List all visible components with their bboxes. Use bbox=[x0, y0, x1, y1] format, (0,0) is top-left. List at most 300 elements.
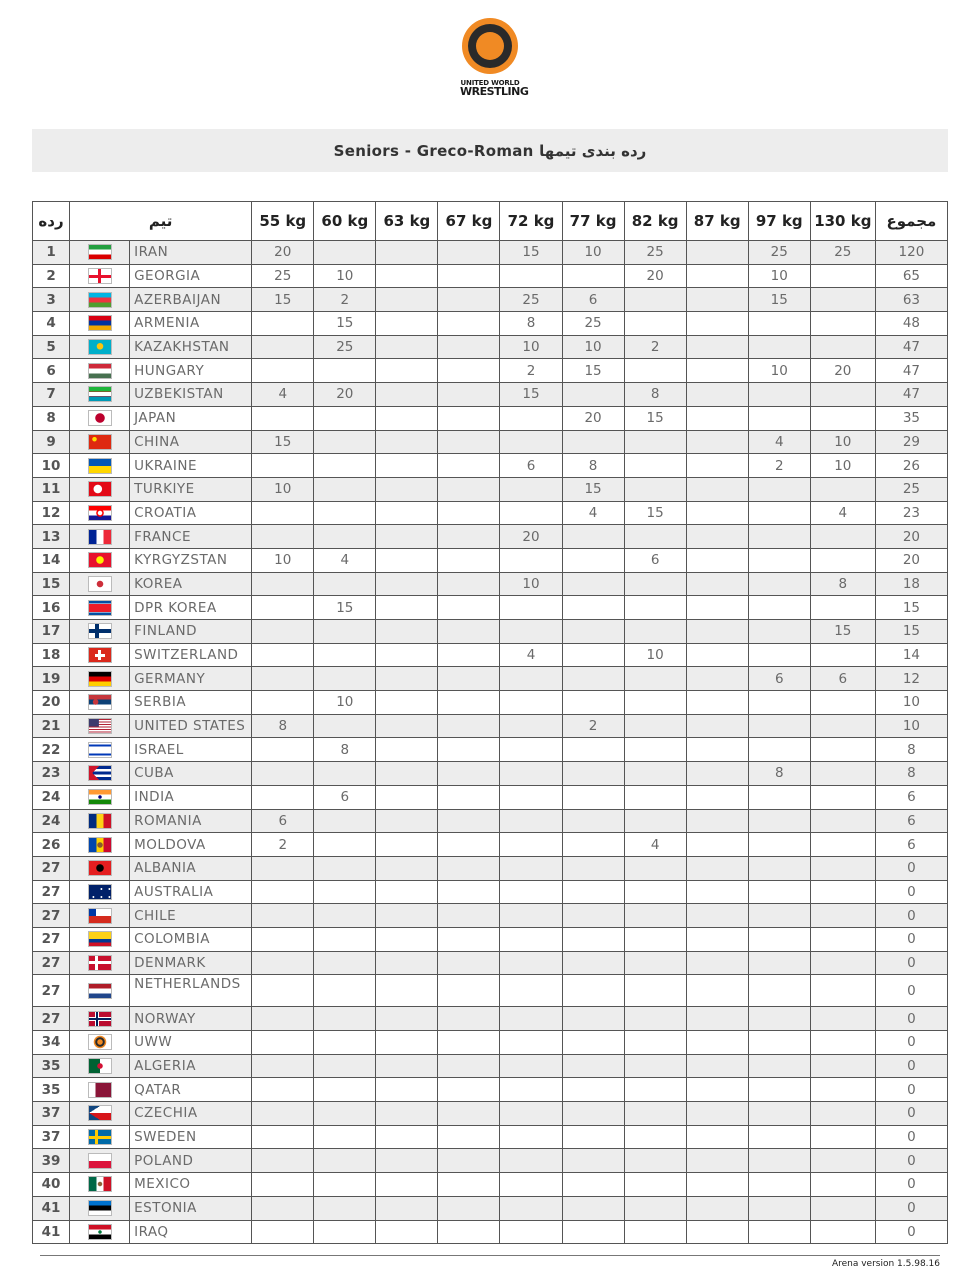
score-cell bbox=[438, 1078, 500, 1102]
israel-flag-icon bbox=[88, 742, 112, 758]
score-cell bbox=[438, 525, 500, 549]
score-cell bbox=[624, 1054, 686, 1078]
score-cell bbox=[500, 1220, 562, 1244]
estonia-flag-icon bbox=[88, 1200, 112, 1216]
score-cell bbox=[686, 288, 748, 312]
header-weight: 87 kg bbox=[686, 202, 748, 241]
score-cell bbox=[624, 738, 686, 762]
score-cell bbox=[748, 548, 810, 572]
score-cell bbox=[376, 312, 438, 336]
score-cell bbox=[810, 904, 875, 928]
score-cell bbox=[562, 738, 624, 762]
score-cell bbox=[562, 691, 624, 715]
score-cell bbox=[748, 738, 810, 762]
team-ranking-table bbox=[32, 201, 948, 1244]
score-cell bbox=[376, 406, 438, 430]
total-cell: 0 bbox=[875, 1102, 947, 1126]
score-cell bbox=[500, 1078, 562, 1102]
rank-cell: 26 bbox=[33, 833, 70, 857]
score-cell: 2 bbox=[252, 833, 314, 857]
score-cell: 15 bbox=[314, 596, 376, 620]
table-row bbox=[33, 1149, 948, 1173]
score-cell bbox=[624, 1196, 686, 1220]
total-cell: 15 bbox=[875, 620, 947, 644]
score-cell bbox=[624, 1007, 686, 1031]
score-cell bbox=[438, 477, 500, 501]
team-name: INDIA bbox=[130, 785, 252, 809]
score-cell bbox=[500, 1054, 562, 1078]
score-cell bbox=[562, 643, 624, 667]
score-cell: 10 bbox=[624, 643, 686, 667]
score-cell bbox=[748, 1054, 810, 1078]
azerbaijan-flag-icon bbox=[88, 292, 112, 308]
header-weight: 55 kg bbox=[252, 202, 314, 241]
score-cell bbox=[438, 288, 500, 312]
score-cell bbox=[810, 1149, 875, 1173]
total-cell: 14 bbox=[875, 643, 947, 667]
score-cell bbox=[500, 762, 562, 786]
score-cell bbox=[686, 1007, 748, 1031]
cuba-flag-icon bbox=[88, 765, 112, 781]
total-cell: 12 bbox=[875, 667, 947, 691]
total-cell: 0 bbox=[875, 904, 947, 928]
footer-divider bbox=[40, 1255, 940, 1256]
table-row bbox=[33, 264, 948, 288]
score-cell bbox=[748, 1173, 810, 1197]
score-cell bbox=[686, 667, 748, 691]
score-cell bbox=[438, 1149, 500, 1173]
score-cell bbox=[438, 1054, 500, 1078]
india-flag-icon bbox=[88, 789, 112, 805]
total-cell: 0 bbox=[875, 975, 947, 1007]
score-cell bbox=[810, 335, 875, 359]
flag-cell bbox=[70, 525, 130, 549]
score-cell bbox=[376, 809, 438, 833]
score-cell bbox=[500, 856, 562, 880]
total-cell: 0 bbox=[875, 1196, 947, 1220]
total-cell: 65 bbox=[875, 264, 947, 288]
score-cell bbox=[748, 620, 810, 644]
score-cell bbox=[562, 620, 624, 644]
score-cell bbox=[624, 1220, 686, 1244]
header-weight: 72 kg bbox=[500, 202, 562, 241]
table-row bbox=[33, 691, 948, 715]
table-row bbox=[33, 833, 948, 857]
score-cell bbox=[686, 406, 748, 430]
score-cell bbox=[438, 454, 500, 478]
score-cell bbox=[438, 975, 500, 1007]
score-cell bbox=[376, 383, 438, 407]
header-weight: 130 kg bbox=[810, 202, 875, 241]
flag-cell bbox=[70, 975, 130, 1007]
score-cell bbox=[376, 288, 438, 312]
total-cell: 0 bbox=[875, 856, 947, 880]
score-cell: 4 bbox=[562, 501, 624, 525]
score-cell bbox=[562, 525, 624, 549]
score-cell: 25 bbox=[810, 241, 875, 265]
score-cell bbox=[624, 1149, 686, 1173]
score-cell: 10 bbox=[748, 264, 810, 288]
rank-cell: 17 bbox=[33, 620, 70, 644]
total-cell: 0 bbox=[875, 1220, 947, 1244]
table-row bbox=[33, 572, 948, 596]
score-cell bbox=[748, 833, 810, 857]
score-cell bbox=[376, 430, 438, 454]
score-cell bbox=[686, 383, 748, 407]
header-team: تیم bbox=[70, 202, 252, 241]
score-cell: 10 bbox=[810, 430, 875, 454]
score-cell bbox=[686, 430, 748, 454]
score-cell bbox=[562, 596, 624, 620]
table-row bbox=[33, 904, 948, 928]
score-cell bbox=[624, 620, 686, 644]
score-cell bbox=[500, 1173, 562, 1197]
rank-cell: 27 bbox=[33, 975, 70, 1007]
rank-cell: 2 bbox=[33, 264, 70, 288]
flag-cell bbox=[70, 951, 130, 975]
score-cell bbox=[500, 430, 562, 454]
score-cell bbox=[810, 738, 875, 762]
score-cell bbox=[438, 241, 500, 265]
team-name: POLAND bbox=[130, 1149, 252, 1173]
total-cell: 20 bbox=[875, 548, 947, 572]
score-cell bbox=[314, 1007, 376, 1031]
team-name: ARMENIA bbox=[130, 312, 252, 336]
flag-cell bbox=[70, 714, 130, 738]
netherlands-flag-icon bbox=[88, 983, 112, 999]
score-cell bbox=[686, 691, 748, 715]
header-weight: 60 kg bbox=[314, 202, 376, 241]
score-cell bbox=[252, 856, 314, 880]
score-cell bbox=[624, 359, 686, 383]
score-cell bbox=[376, 548, 438, 572]
score-cell bbox=[562, 548, 624, 572]
score-cell bbox=[438, 833, 500, 857]
rank-cell: 37 bbox=[33, 1102, 70, 1126]
score-cell bbox=[686, 596, 748, 620]
score-cell bbox=[376, 1220, 438, 1244]
team-name: FINLAND bbox=[130, 620, 252, 644]
score-cell bbox=[376, 359, 438, 383]
rank-cell: 6 bbox=[33, 359, 70, 383]
score-cell bbox=[562, 904, 624, 928]
score-cell bbox=[438, 714, 500, 738]
score-cell bbox=[810, 548, 875, 572]
score-cell bbox=[438, 501, 500, 525]
score-cell bbox=[686, 335, 748, 359]
team-name: GERMANY bbox=[130, 667, 252, 691]
score-cell bbox=[748, 643, 810, 667]
score-cell bbox=[562, 264, 624, 288]
score-cell bbox=[314, 525, 376, 549]
score-cell bbox=[686, 856, 748, 880]
score-cell bbox=[810, 809, 875, 833]
flag-cell bbox=[70, 430, 130, 454]
score-cell bbox=[252, 643, 314, 667]
score-cell: 8 bbox=[562, 454, 624, 478]
score-cell: 10 bbox=[314, 264, 376, 288]
score-cell bbox=[376, 1078, 438, 1102]
total-cell: 25 bbox=[875, 477, 947, 501]
switzerland-flag-icon bbox=[88, 647, 112, 663]
score-cell bbox=[500, 620, 562, 644]
flag-cell bbox=[70, 856, 130, 880]
score-cell bbox=[748, 477, 810, 501]
score-cell bbox=[376, 904, 438, 928]
score-cell bbox=[810, 1007, 875, 1031]
score-cell bbox=[748, 927, 810, 951]
score-cell: 4 bbox=[748, 430, 810, 454]
colombia-flag-icon bbox=[88, 931, 112, 947]
team-name: DPR KOREA bbox=[130, 596, 252, 620]
score-cell bbox=[810, 1054, 875, 1078]
score-cell bbox=[438, 335, 500, 359]
total-cell: 0 bbox=[875, 927, 947, 951]
score-cell: 6 bbox=[810, 667, 875, 691]
score-cell: 8 bbox=[314, 738, 376, 762]
header-weight: 67 kg bbox=[438, 202, 500, 241]
uww-emblem-icon bbox=[462, 18, 518, 74]
flag-cell bbox=[70, 1007, 130, 1031]
score-cell: 4 bbox=[314, 548, 376, 572]
score-cell bbox=[314, 477, 376, 501]
score-cell bbox=[438, 359, 500, 383]
score-cell: 8 bbox=[624, 383, 686, 407]
team-name: CROATIA bbox=[130, 501, 252, 525]
score-cell bbox=[810, 525, 875, 549]
score-cell: 6 bbox=[500, 454, 562, 478]
score-cell bbox=[686, 312, 748, 336]
flag-cell bbox=[70, 454, 130, 478]
score-cell bbox=[748, 406, 810, 430]
score-cell: 20 bbox=[314, 383, 376, 407]
score-cell bbox=[686, 1173, 748, 1197]
score-cell bbox=[252, 1173, 314, 1197]
dprk-flag-icon bbox=[88, 600, 112, 616]
albania-flag-icon bbox=[88, 860, 112, 876]
chile-flag-icon bbox=[88, 908, 112, 924]
norway-flag-icon bbox=[88, 1011, 112, 1027]
team-name: IRAQ bbox=[130, 1220, 252, 1244]
score-cell bbox=[624, 288, 686, 312]
total-cell: 0 bbox=[875, 1125, 947, 1149]
header-weight: 63 kg bbox=[376, 202, 438, 241]
score-cell: 6 bbox=[562, 288, 624, 312]
team-name: CZECHIA bbox=[130, 1102, 252, 1126]
score-cell bbox=[438, 880, 500, 904]
score-cell bbox=[314, 454, 376, 478]
rank-cell: 10 bbox=[33, 454, 70, 478]
romania-flag-icon bbox=[88, 813, 112, 829]
score-cell bbox=[624, 856, 686, 880]
score-cell bbox=[314, 714, 376, 738]
score-cell bbox=[438, 383, 500, 407]
score-cell bbox=[562, 667, 624, 691]
score-cell bbox=[810, 1196, 875, 1220]
score-cell bbox=[314, 1196, 376, 1220]
table-row bbox=[33, 359, 948, 383]
score-cell bbox=[376, 785, 438, 809]
score-cell: 15 bbox=[252, 288, 314, 312]
score-cell bbox=[686, 454, 748, 478]
score-cell bbox=[314, 430, 376, 454]
rank-cell: 41 bbox=[33, 1220, 70, 1244]
rank-cell: 3 bbox=[33, 288, 70, 312]
score-cell bbox=[376, 501, 438, 525]
flag-cell bbox=[70, 264, 130, 288]
score-cell bbox=[810, 264, 875, 288]
score-cell bbox=[748, 809, 810, 833]
score-cell bbox=[438, 312, 500, 336]
armenia-flag-icon bbox=[88, 315, 112, 331]
score-cell: 25 bbox=[748, 241, 810, 265]
china-flag-icon bbox=[88, 434, 112, 450]
table-row bbox=[33, 596, 948, 620]
table-row bbox=[33, 335, 948, 359]
rank-cell: 27 bbox=[33, 880, 70, 904]
score-cell bbox=[810, 880, 875, 904]
score-cell bbox=[438, 406, 500, 430]
score-cell bbox=[314, 951, 376, 975]
score-cell bbox=[314, 667, 376, 691]
total-cell: 18 bbox=[875, 572, 947, 596]
team-name: MEXICO bbox=[130, 1173, 252, 1197]
score-cell bbox=[624, 927, 686, 951]
flag-cell bbox=[70, 762, 130, 786]
score-cell bbox=[810, 1125, 875, 1149]
score-cell bbox=[500, 667, 562, 691]
flag-cell bbox=[70, 880, 130, 904]
score-cell bbox=[686, 477, 748, 501]
team-name: QATAR bbox=[130, 1078, 252, 1102]
rank-cell: 27 bbox=[33, 951, 70, 975]
score-cell: 25 bbox=[562, 312, 624, 336]
score-cell bbox=[376, 880, 438, 904]
team-name: CHINA bbox=[130, 430, 252, 454]
team-name: AZERBAIJAN bbox=[130, 288, 252, 312]
rank-cell: 24 bbox=[33, 809, 70, 833]
total-cell: 10 bbox=[875, 691, 947, 715]
score-cell bbox=[748, 572, 810, 596]
score-cell bbox=[438, 1173, 500, 1197]
score-cell bbox=[810, 856, 875, 880]
team-name: SERBIA bbox=[130, 691, 252, 715]
score-cell: 10 bbox=[748, 359, 810, 383]
total-cell: 6 bbox=[875, 785, 947, 809]
hungary-flag-icon bbox=[88, 363, 112, 379]
rank-cell: 35 bbox=[33, 1054, 70, 1078]
score-cell bbox=[624, 525, 686, 549]
flag-cell bbox=[70, 1149, 130, 1173]
score-cell: 20 bbox=[252, 241, 314, 265]
score-cell bbox=[314, 856, 376, 880]
score-cell bbox=[314, 359, 376, 383]
score-cell bbox=[624, 477, 686, 501]
score-cell bbox=[810, 714, 875, 738]
total-cell: 0 bbox=[875, 1173, 947, 1197]
table-row bbox=[33, 430, 948, 454]
score-cell: 25 bbox=[252, 264, 314, 288]
score-cell bbox=[314, 406, 376, 430]
score-cell bbox=[562, 1149, 624, 1173]
rank-cell: 9 bbox=[33, 430, 70, 454]
score-cell bbox=[562, 785, 624, 809]
score-cell bbox=[624, 904, 686, 928]
score-cell bbox=[376, 596, 438, 620]
total-cell: 8 bbox=[875, 762, 947, 786]
score-cell bbox=[314, 904, 376, 928]
score-cell bbox=[562, 383, 624, 407]
score-cell: 4 bbox=[500, 643, 562, 667]
score-cell bbox=[252, 785, 314, 809]
score-cell bbox=[314, 1220, 376, 1244]
score-cell bbox=[686, 264, 748, 288]
score-cell bbox=[748, 1031, 810, 1055]
score-cell bbox=[438, 856, 500, 880]
score-cell: 20 bbox=[624, 264, 686, 288]
score-cell bbox=[810, 1102, 875, 1126]
score-cell bbox=[314, 927, 376, 951]
score-cell bbox=[810, 975, 875, 1007]
score-cell bbox=[314, 1102, 376, 1126]
rank-cell: 23 bbox=[33, 762, 70, 786]
team-name: KOREA bbox=[130, 572, 252, 596]
score-cell bbox=[686, 572, 748, 596]
score-cell bbox=[686, 1078, 748, 1102]
rank-cell: 27 bbox=[33, 856, 70, 880]
total-cell: 0 bbox=[875, 1007, 947, 1031]
score-cell bbox=[748, 904, 810, 928]
score-cell: 2 bbox=[314, 288, 376, 312]
score-cell bbox=[500, 596, 562, 620]
score-cell bbox=[376, 264, 438, 288]
team-name: NETHERLANDS bbox=[130, 975, 252, 1007]
team-name: NORWAY bbox=[130, 1007, 252, 1031]
score-cell: 8 bbox=[748, 762, 810, 786]
score-cell bbox=[562, 975, 624, 1007]
table-row bbox=[33, 1102, 948, 1126]
score-cell: 15 bbox=[500, 383, 562, 407]
score-cell bbox=[376, 620, 438, 644]
finland-flag-icon bbox=[88, 623, 112, 639]
score-cell bbox=[376, 951, 438, 975]
team-name: UZBEKISTAN bbox=[130, 383, 252, 407]
team-name: UKRAINE bbox=[130, 454, 252, 478]
score-cell: 10 bbox=[500, 335, 562, 359]
score-cell: 10 bbox=[562, 241, 624, 265]
score-cell bbox=[252, 880, 314, 904]
japan-flag-icon bbox=[88, 410, 112, 426]
score-cell bbox=[376, 643, 438, 667]
rank-cell: 27 bbox=[33, 927, 70, 951]
score-cell bbox=[562, 1031, 624, 1055]
score-cell: 4 bbox=[252, 383, 314, 407]
score-cell bbox=[376, 1054, 438, 1078]
score-cell bbox=[500, 1031, 562, 1055]
turkiye-flag-icon bbox=[88, 481, 112, 497]
georgia-flag-icon bbox=[88, 268, 112, 284]
table-row bbox=[33, 1220, 948, 1244]
team-name: ALGERIA bbox=[130, 1054, 252, 1078]
score-cell bbox=[686, 762, 748, 786]
score-cell: 8 bbox=[500, 312, 562, 336]
iran-flag-icon bbox=[88, 244, 112, 260]
score-cell bbox=[376, 691, 438, 715]
rank-cell: 16 bbox=[33, 596, 70, 620]
score-cell bbox=[376, 525, 438, 549]
rank-cell: 18 bbox=[33, 643, 70, 667]
score-cell bbox=[562, 856, 624, 880]
